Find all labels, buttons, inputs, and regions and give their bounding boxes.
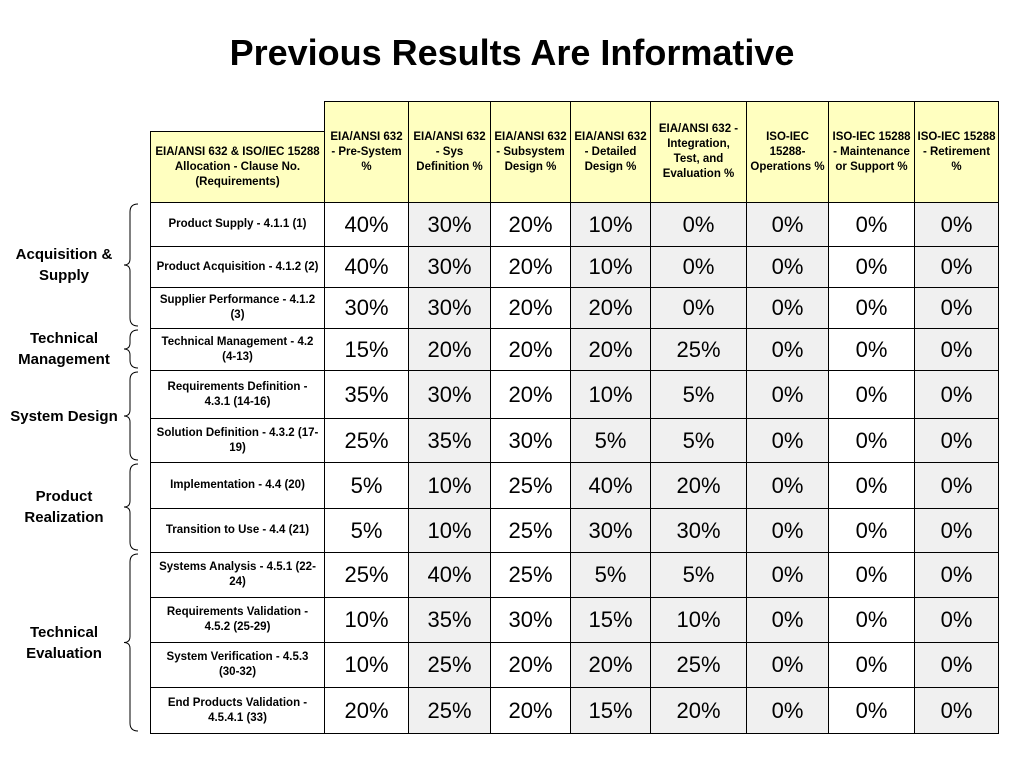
value-cell: 35% — [408, 597, 491, 643]
value-cell: 5% — [570, 552, 651, 598]
value-cell: 20% — [490, 287, 571, 329]
value-cell: 0% — [914, 287, 999, 329]
value-cell: 40% — [324, 246, 409, 288]
value-cell: 0% — [650, 287, 747, 329]
value-cell: 30% — [408, 370, 491, 419]
value-cell: 0% — [746, 552, 829, 598]
value-cell: 30% — [408, 246, 491, 288]
value-cell: 20% — [490, 328, 571, 371]
value-cell: 35% — [408, 418, 491, 463]
column-header: EIA/ANSI 632 - Sys Definition % — [408, 101, 491, 203]
value-cell: 10% — [324, 642, 409, 688]
group-label: Technical Evaluation — [26, 623, 102, 662]
value-cell: 10% — [570, 202, 651, 247]
value-cell: 20% — [650, 687, 747, 734]
value-cell: 15% — [324, 328, 409, 371]
row-label: Transition to Use - 4.4 (21) — [150, 508, 325, 553]
value-cell: 0% — [914, 246, 999, 288]
value-cell: 0% — [746, 287, 829, 329]
value-cell: 0% — [746, 418, 829, 463]
group-label: System Design — [10, 407, 118, 425]
value-cell: 25% — [324, 418, 409, 463]
value-cell: 5% — [650, 370, 747, 419]
value-cell: 0% — [828, 552, 915, 598]
value-cell: 10% — [408, 508, 491, 553]
value-cell: 0% — [914, 642, 999, 688]
column-header: EIA/ANSI 632 - Detailed Design % — [570, 101, 651, 203]
row-label: Implementation - 4.4 (20) — [150, 462, 325, 509]
value-cell: 10% — [408, 462, 491, 509]
value-cell: 0% — [828, 597, 915, 643]
value-cell: 0% — [914, 508, 999, 553]
value-cell: 0% — [828, 508, 915, 553]
row-label: System Verification - 4.5.3 (30-32) — [150, 642, 325, 688]
value-cell: 0% — [828, 202, 915, 247]
row-label: Requirements Validation - 4.5.2 (25-29) — [150, 597, 325, 643]
value-cell: 0% — [914, 552, 999, 598]
value-cell: 0% — [746, 687, 829, 734]
column-header: EIA/ANSI 632 - Pre-System % — [324, 101, 409, 203]
row-label: Solution Definition - 4.3.2 (17-19) — [150, 418, 325, 463]
value-cell: 0% — [828, 642, 915, 688]
group-label: Acquisition & Supply — [15, 246, 113, 284]
value-cell: 0% — [746, 370, 829, 419]
row-label: Product Supply - 4.1.1 (1) — [150, 202, 325, 247]
row-label: Requirements Definition - 4.3.1 (14-16) — [150, 370, 325, 419]
value-cell: 0% — [914, 418, 999, 463]
row-label: Systems Analysis - 4.5.1 (22-24) — [150, 552, 325, 598]
value-cell: 0% — [914, 370, 999, 419]
corner-header: EIA/ANSI 632 & ISO/IEC 15288 Allocation - Clause No. (Requirements) — [150, 131, 325, 203]
value-cell: 30% — [490, 597, 571, 643]
group-label: Product Realization — [24, 488, 104, 526]
value-cell: 30% — [570, 508, 651, 553]
value-cell: 15% — [570, 687, 651, 734]
row-label: Technical Management - 4.2 (4-13) — [150, 328, 325, 371]
value-cell: 0% — [828, 687, 915, 734]
value-cell: 25% — [490, 508, 571, 553]
value-cell: 25% — [490, 462, 571, 509]
value-cell: 20% — [324, 687, 409, 734]
value-cell: 0% — [828, 287, 915, 329]
value-cell: 0% — [828, 462, 915, 509]
value-cell: 0% — [746, 246, 829, 288]
value-cell: 0% — [828, 328, 915, 371]
value-cell: 0% — [828, 370, 915, 419]
value-cell: 5% — [650, 552, 747, 598]
value-cell: 20% — [490, 642, 571, 688]
value-cell: 25% — [650, 328, 747, 371]
value-cell: 0% — [746, 328, 829, 371]
value-cell: 20% — [490, 246, 571, 288]
value-cell: 20% — [650, 462, 747, 509]
value-cell: 20% — [408, 328, 491, 371]
value-cell: 20% — [490, 202, 571, 247]
value-cell: 0% — [746, 597, 829, 643]
page-title: Previous Results Are Informative — [229, 32, 795, 73]
value-cell: 25% — [324, 552, 409, 598]
row-label: Supplier Performance - 4.1.2 (3) — [150, 287, 325, 329]
group-label: Technical Management — [18, 330, 110, 368]
column-header: ISO-IEC 15288 - Retirement % — [914, 101, 999, 203]
value-cell: 0% — [914, 462, 999, 509]
value-cell: 20% — [490, 687, 571, 734]
value-cell: 5% — [324, 462, 409, 509]
value-cell: 10% — [324, 597, 409, 643]
value-cell: 20% — [570, 287, 651, 329]
value-cell: 0% — [828, 246, 915, 288]
value-cell: 5% — [650, 418, 747, 463]
value-cell: 40% — [324, 202, 409, 247]
value-cell: 30% — [408, 287, 491, 329]
value-cell: 20% — [490, 370, 571, 419]
value-cell: 40% — [570, 462, 651, 509]
value-cell: 20% — [570, 328, 651, 371]
value-cell: 20% — [570, 642, 651, 688]
value-cell: 30% — [650, 508, 747, 553]
value-cell: 0% — [914, 328, 999, 371]
value-cell: 15% — [570, 597, 651, 643]
value-cell: 0% — [828, 418, 915, 463]
value-cell: 10% — [570, 370, 651, 419]
value-cell: 0% — [650, 202, 747, 247]
column-header: EIA/ANSI 632 - Subsystem Design % — [490, 101, 571, 203]
value-cell: 0% — [650, 246, 747, 288]
value-cell: 0% — [746, 202, 829, 247]
value-cell: 0% — [914, 202, 999, 247]
column-header: ISO-IEC 15288- Operations % — [746, 101, 829, 203]
column-header: EIA/ANSI 632 - Integration, Test, and Evaluation % — [650, 101, 747, 203]
value-cell: 0% — [746, 462, 829, 509]
value-cell: 25% — [408, 687, 491, 734]
value-cell: 0% — [746, 642, 829, 688]
value-cell: 10% — [570, 246, 651, 288]
value-cell: 30% — [408, 202, 491, 247]
row-label: End Products Validation - 4.5.4.1 (33) — [150, 687, 325, 734]
value-cell: 35% — [324, 370, 409, 419]
value-cell: 0% — [914, 597, 999, 643]
value-cell: 25% — [408, 642, 491, 688]
value-cell: 10% — [650, 597, 747, 643]
row-label: Product Acquisition - 4.1.2 (2) — [150, 246, 325, 288]
value-cell: 5% — [324, 508, 409, 553]
value-cell: 25% — [490, 552, 571, 598]
value-cell: 30% — [324, 287, 409, 329]
value-cell: 40% — [408, 552, 491, 598]
value-cell: 0% — [914, 687, 999, 734]
value-cell: 30% — [490, 418, 571, 463]
value-cell: 25% — [650, 642, 747, 688]
value-cell: 5% — [570, 418, 651, 463]
value-cell: 0% — [746, 508, 829, 553]
column-header: ISO-IEC 15288 - Maintenance or Support % — [828, 101, 915, 203]
